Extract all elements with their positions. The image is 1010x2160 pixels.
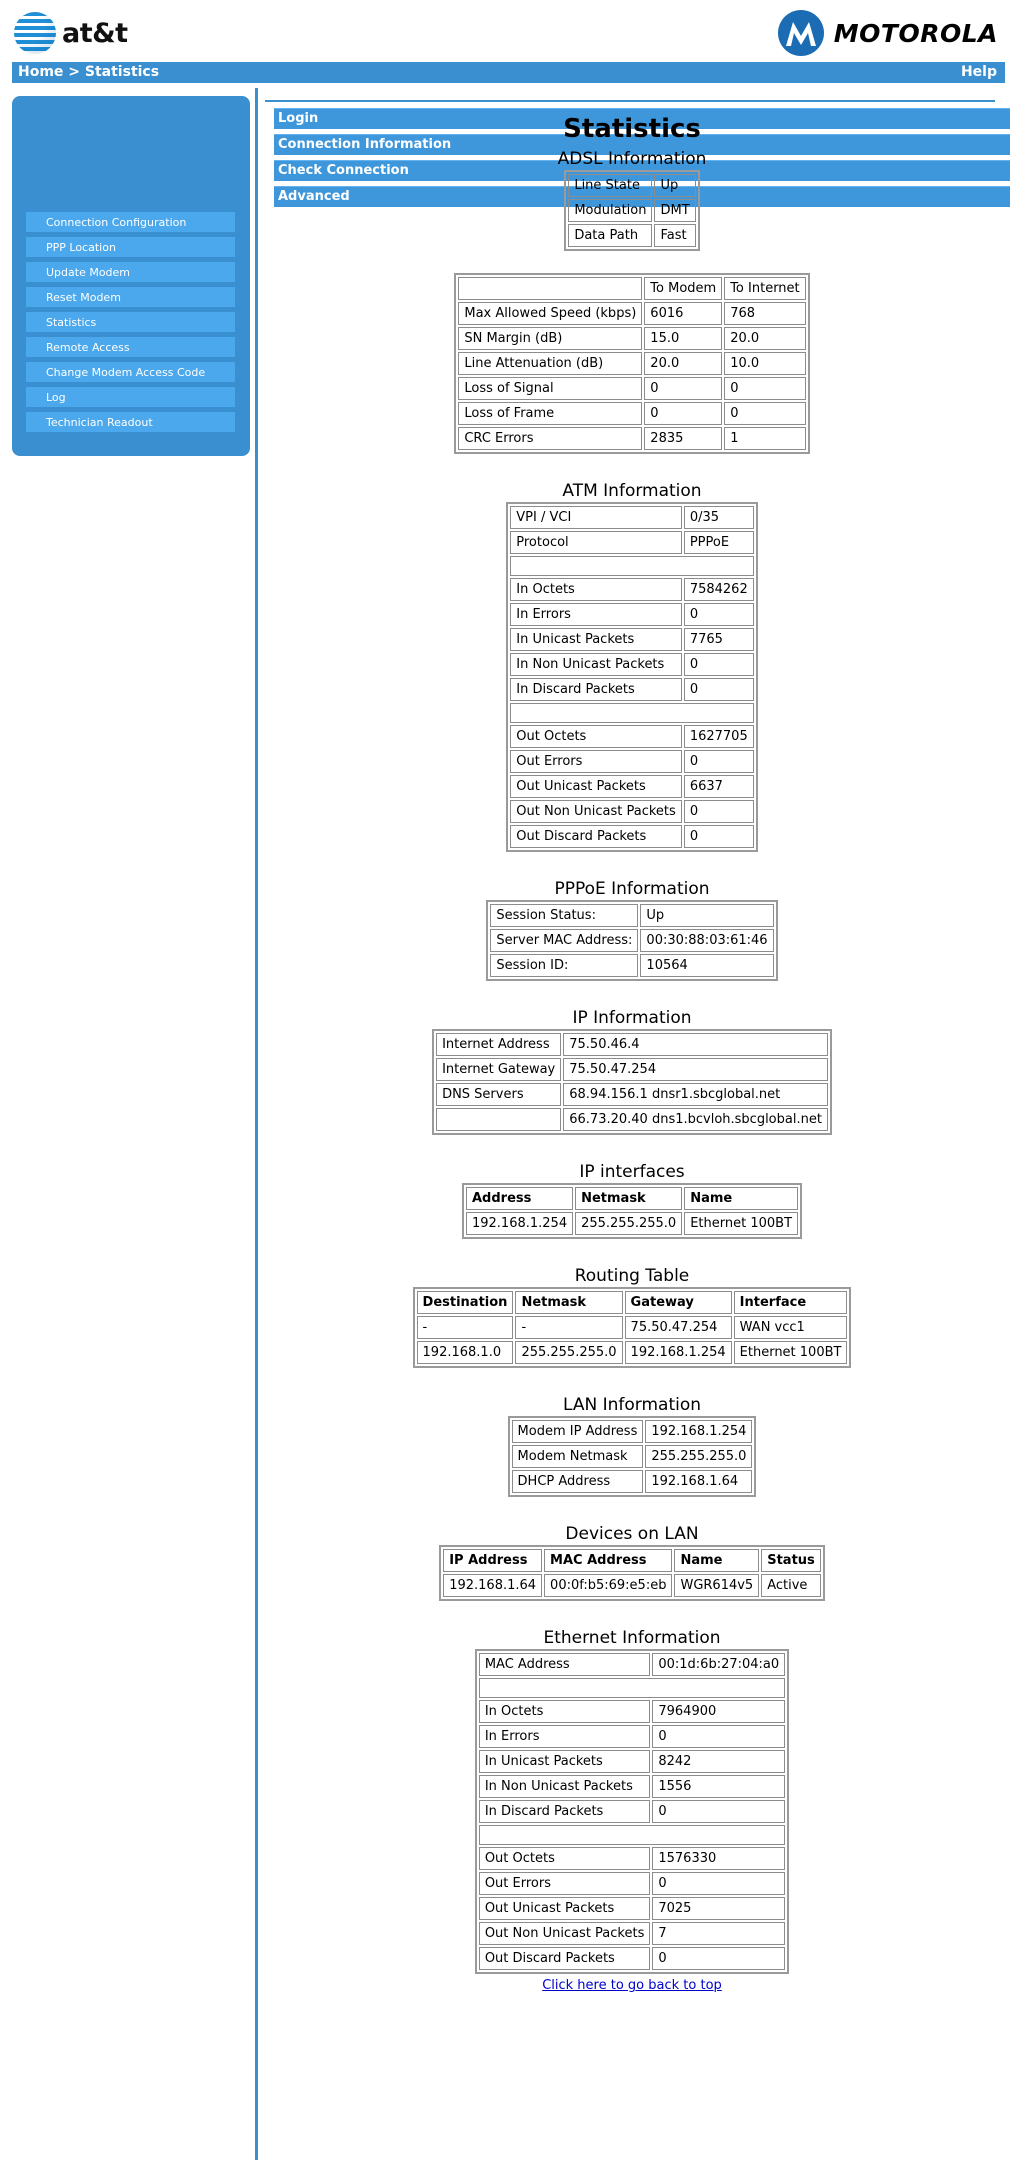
cell-value: 7 <box>652 1922 785 1945</box>
row-label: Out Octets <box>479 1847 651 1870</box>
table-row <box>466 1212 798 1235</box>
page-title: Statistics <box>563 114 701 144</box>
table-row <box>458 352 805 375</box>
cell-value: Ethernet 100BT <box>684 1212 798 1235</box>
table-row <box>479 1847 785 1870</box>
cell-value: 00:0f:b5:69:e5:eb <box>544 1574 672 1597</box>
column-header: To Modem <box>644 277 722 300</box>
table-row <box>479 1700 785 1723</box>
row-label: Out Unicast Packets <box>479 1897 651 1920</box>
column-header: Netmask <box>515 1291 622 1314</box>
ip-interfaces-table <box>462 1183 802 1239</box>
motorola-batwing-icon <box>778 10 824 56</box>
sidebar-item-check-connection[interactable]: Check Connection <box>274 160 1010 181</box>
row-label: DNS Servers <box>436 1083 561 1106</box>
cell-value: 0/35 <box>684 506 754 529</box>
row-label: In Non Unicast Packets <box>510 653 682 676</box>
table-row <box>458 427 805 450</box>
cell-value: 0 <box>684 653 754 676</box>
cell-value: - <box>515 1316 622 1339</box>
row-label: In Errors <box>479 1725 651 1748</box>
cell-value: Ethernet 100BT <box>734 1341 848 1364</box>
table-row <box>479 1897 785 1920</box>
cell-value: 1 <box>724 427 805 450</box>
ip-table <box>432 1029 832 1135</box>
atm-table <box>506 502 757 852</box>
table-row <box>510 703 753 723</box>
cell-value: 2835 <box>644 427 722 450</box>
row-label: SN Margin (dB) <box>458 327 642 350</box>
sidebar-nav <box>12 96 452 456</box>
lan-table <box>508 1416 757 1497</box>
cell-value: 0 <box>684 750 754 773</box>
att-logo <box>14 12 128 54</box>
row-label: Modem Netmask <box>512 1445 644 1468</box>
cell-value: WAN vcc1 <box>734 1316 848 1339</box>
routing-title: Routing Table <box>574 1266 690 1286</box>
cell-value: 75.50.47.254 <box>625 1316 732 1339</box>
table-row <box>490 904 773 927</box>
ethernet-title: Ethernet Information <box>543 1628 721 1648</box>
table-row <box>510 725 753 748</box>
table-row <box>479 1947 785 1970</box>
column-header: Name <box>684 1187 798 1210</box>
row-label: Loss of Signal <box>458 377 642 400</box>
sidebar-item-statistics[interactable]: Statistics <box>26 312 235 332</box>
row-label: In Octets <box>510 578 682 601</box>
cell-value: 68.94.156.1 dnsr1.sbcglobal.net <box>563 1083 828 1106</box>
cell-value: Up <box>640 904 773 927</box>
row-label: In Octets <box>479 1700 651 1723</box>
ip-title: IP Information <box>572 1008 692 1028</box>
cell-value: 255.255.255.0 <box>645 1445 752 1468</box>
column-header: Status <box>761 1549 821 1572</box>
table-row <box>510 800 753 823</box>
column-header: Netmask <box>575 1187 682 1210</box>
row-label: Session Status: <box>490 904 638 927</box>
table-row <box>417 1341 848 1364</box>
row-label: Internet Gateway <box>436 1058 561 1081</box>
adsl-stats-table <box>454 273 809 454</box>
cell-value: DMT <box>654 199 695 222</box>
table-row <box>568 224 695 247</box>
att-globe-icon <box>14 12 56 54</box>
table-row <box>510 531 753 554</box>
column-header: Gateway <box>625 1291 732 1314</box>
cell-value: PPPoE <box>684 531 754 554</box>
ethernet-table <box>475 1649 789 1974</box>
cell-value: 0 <box>684 603 754 626</box>
table-row <box>510 825 753 848</box>
cell-value: 8242 <box>652 1750 785 1773</box>
row-label: DHCP Address <box>512 1470 644 1493</box>
sidebar-item-remote-access[interactable]: Remote Access <box>26 337 235 357</box>
motorola-logo <box>778 10 998 56</box>
table-header-row <box>466 1187 798 1210</box>
cell-value: 1576330 <box>652 1847 785 1870</box>
cell-value: 15.0 <box>644 327 722 350</box>
cell-value: 1556 <box>652 1775 785 1798</box>
table-row <box>490 929 773 952</box>
cell-value: 10564 <box>640 954 773 977</box>
cell-value: 0 <box>724 402 805 425</box>
table-row <box>512 1470 753 1493</box>
cell-value: 0 <box>724 377 805 400</box>
table-row <box>479 1825 785 1845</box>
table-row <box>479 1922 785 1945</box>
row-label: Server MAC Address: <box>490 929 638 952</box>
row-label <box>436 1108 561 1131</box>
table-row <box>417 1316 848 1339</box>
row-label: 192.168.1.0 <box>417 1341 514 1364</box>
column-header: MAC Address <box>544 1549 672 1572</box>
column-header: IP Address <box>443 1549 542 1572</box>
cell-value: 75.50.47.254 <box>563 1058 828 1081</box>
cell-value: 0 <box>644 377 722 400</box>
sidebar-item-login[interactable]: Login <box>274 108 1010 129</box>
routing-table <box>413 1287 852 1368</box>
cell-value: Fast <box>654 224 695 247</box>
column-header <box>458 277 642 300</box>
cell-value: 0 <box>684 825 754 848</box>
sidebar-item-log[interactable]: Log <box>26 387 235 407</box>
sidebar-item-technician-readout[interactable]: Technician Readout <box>26 412 235 432</box>
ip-interfaces-title: IP interfaces <box>579 1162 685 1182</box>
cell-value: 10.0 <box>724 352 805 375</box>
row-label: Max Allowed Speed (kbps) <box>458 302 642 325</box>
table-row <box>568 174 695 197</box>
row-label: Line State <box>568 174 652 197</box>
row-label: In Unicast Packets <box>479 1750 651 1773</box>
cell-value: 0 <box>652 1800 785 1823</box>
row-label: Protocol <box>510 531 682 554</box>
sidebar-item-change-modem-access-code[interactable]: Change Modem Access Code <box>26 362 235 382</box>
cell-value: 20.0 <box>644 352 722 375</box>
page-header <box>0 0 1010 62</box>
row-label: Data Path <box>568 224 652 247</box>
cell-value: 00:1d:6b:27:04:a0 <box>652 1653 785 1676</box>
table-row <box>458 377 805 400</box>
row-label: Out Non Unicast Packets <box>479 1922 651 1945</box>
cell-value: 0 <box>684 800 754 823</box>
vertical-divider <box>255 88 258 2160</box>
table-row <box>458 302 805 325</box>
column-header: To Internet <box>724 277 805 300</box>
cell-value: 6637 <box>684 775 754 798</box>
table-row <box>510 603 753 626</box>
adsl-table <box>564 170 699 251</box>
cell-value: 6016 <box>644 302 722 325</box>
column-header: Interface <box>734 1291 848 1314</box>
table-row <box>512 1445 753 1468</box>
breadcrumb[interactable]: Home > Statistics <box>18 64 160 80</box>
row-label: - <box>417 1316 514 1339</box>
table-row <box>436 1108 828 1131</box>
lan-title: LAN Information <box>562 1395 702 1415</box>
table-row <box>568 199 695 222</box>
row-label: 192.168.1.254 <box>466 1212 573 1235</box>
cell-value: Active <box>761 1574 821 1597</box>
cell-value: WGR614v5 <box>674 1574 759 1597</box>
table-row <box>479 1750 785 1773</box>
back-to-top-link[interactable]: Click here to go back to top <box>542 1978 722 1993</box>
sidebar-item-connection-information[interactable]: Connection Information <box>274 134 1010 155</box>
row-label: Out Errors <box>479 1872 651 1895</box>
row-label: Out Errors <box>510 750 682 773</box>
spacer-cell <box>479 1825 785 1845</box>
table-row <box>510 556 753 576</box>
cell-value: 192.168.1.64 <box>645 1470 752 1493</box>
table-row <box>510 775 753 798</box>
table-row <box>436 1058 828 1081</box>
breadcrumb-bar <box>12 62 1005 83</box>
table-row <box>510 578 753 601</box>
column-header: Destination <box>417 1291 514 1314</box>
column-header: Name <box>674 1549 759 1572</box>
row-label: Session ID: <box>490 954 638 977</box>
cell-value: 255.255.255.0 <box>575 1212 682 1235</box>
row-label: VPI / VCI <box>510 506 682 529</box>
table-row <box>436 1033 828 1056</box>
table-row <box>512 1420 753 1443</box>
sidebar-item-ppp-location[interactable]: PPP Location <box>26 237 235 257</box>
table-row <box>479 1775 785 1798</box>
atm-title: ATM Information <box>562 481 702 501</box>
spacer-cell <box>510 703 753 723</box>
row-label: Internet Address <box>436 1033 561 1056</box>
table-header-row <box>458 277 805 300</box>
row-label: In Unicast Packets <box>510 628 682 651</box>
pppoe-table <box>486 900 777 981</box>
cell-value: 0 <box>684 678 754 701</box>
row-label: Out Discard Packets <box>510 825 682 848</box>
cell-value: 0 <box>652 1947 785 1970</box>
cell-value: 7964900 <box>652 1700 785 1723</box>
row-label: Modulation <box>568 199 652 222</box>
sidebar-item-reset-modem[interactable]: Reset Modem <box>26 287 235 307</box>
cell-value: 7765 <box>684 628 754 651</box>
row-label: Out Non Unicast Packets <box>510 800 682 823</box>
cell-value: 20.0 <box>724 327 805 350</box>
cell-value: 7025 <box>652 1897 785 1920</box>
row-label: In Discard Packets <box>479 1800 651 1823</box>
table-row <box>510 628 753 651</box>
cell-value: 1627705 <box>684 725 754 748</box>
table-row <box>510 678 753 701</box>
spacer-cell <box>479 1678 785 1698</box>
table-row <box>479 1872 785 1895</box>
cell-value: 66.73.20.40 dns1.bcvloh.sbcglobal.net <box>563 1108 828 1131</box>
cell-value: 7584262 <box>684 578 754 601</box>
pppoe-title: PPPoE Information <box>554 879 710 899</box>
table-row <box>479 1725 785 1748</box>
table-row <box>458 327 805 350</box>
table-row <box>443 1574 821 1597</box>
table-row <box>479 1800 785 1823</box>
cell-value: 255.255.255.0 <box>515 1341 622 1364</box>
row-label: Line Attenuation (dB) <box>458 352 642 375</box>
motorola-logo-text: MOTOROLA <box>833 18 998 48</box>
row-label: Loss of Frame <box>458 402 642 425</box>
sidebar-item-update-modem[interactable]: Update Modem <box>26 262 235 282</box>
devices-title: Devices on LAN <box>565 1524 699 1544</box>
sidebar-item-advanced[interactable]: Advanced <box>274 186 1010 207</box>
cell-value: 768 <box>724 302 805 325</box>
main-content <box>262 106 1002 1993</box>
devices-table <box>439 1545 825 1601</box>
row-label: In Non Unicast Packets <box>479 1775 651 1798</box>
row-label: Modem IP Address <box>512 1420 644 1443</box>
horizontal-divider <box>265 100 995 102</box>
table-row <box>436 1083 828 1106</box>
table-row <box>510 506 753 529</box>
table-header-row <box>417 1291 848 1314</box>
row-label: CRC Errors <box>458 427 642 450</box>
cell-value: Up <box>654 174 695 197</box>
sidebar-item-connection-configuration[interactable]: Connection Configuration <box>26 212 235 232</box>
row-label: MAC Address <box>479 1653 651 1676</box>
att-logo-text: at&t <box>62 17 128 49</box>
table-row <box>479 1653 785 1676</box>
row-label: Out Octets <box>510 725 682 748</box>
table-row <box>510 653 753 676</box>
table-row <box>458 402 805 425</box>
spacer-cell <box>510 556 753 576</box>
row-label: Out Unicast Packets <box>510 775 682 798</box>
table-row <box>490 954 773 977</box>
help-link[interactable]: Help <box>960 64 997 80</box>
cell-value: 0 <box>652 1725 785 1748</box>
row-label: In Errors <box>510 603 682 626</box>
adsl-title: ADSL Information <box>557 149 707 169</box>
table-row <box>479 1678 785 1698</box>
table-header-row <box>443 1549 821 1572</box>
cell-value: 192.168.1.254 <box>645 1420 752 1443</box>
row-label: Out Discard Packets <box>479 1947 651 1970</box>
row-label: In Discard Packets <box>510 678 682 701</box>
cell-value: 0 <box>652 1872 785 1895</box>
cell-value: 0 <box>644 402 722 425</box>
row-label: 192.168.1.64 <box>443 1574 542 1597</box>
cell-value: 75.50.46.4 <box>563 1033 828 1056</box>
column-header: Address <box>466 1187 573 1210</box>
table-row <box>510 750 753 773</box>
cell-value: 00:30:88:03:61:46 <box>640 929 773 952</box>
cell-value: 192.168.1.254 <box>625 1341 732 1364</box>
